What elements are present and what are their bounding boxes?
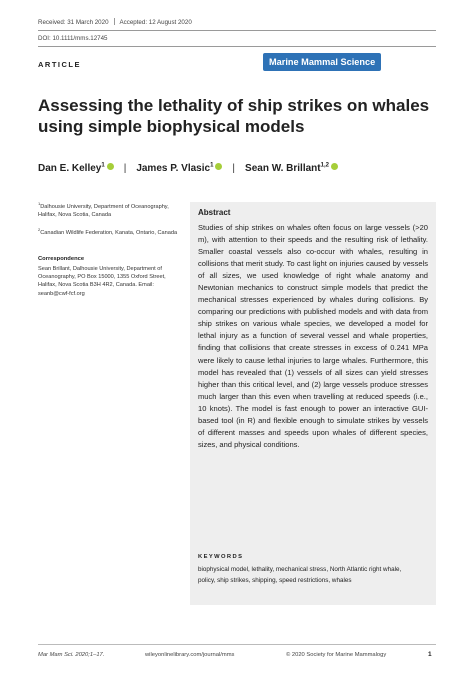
abstract-heading: Abstract (198, 208, 231, 217)
affiliation-2: $^2$Canadian Wildlife Federation, Kanata, Ontario, Canada (38, 227, 178, 236)
orcid-icon[interactable] (107, 163, 114, 170)
article-title: Assessing the lethality of ship strikes on whales using simple biophysical models (38, 96, 430, 136)
affiliation-1: $^1$Dalhousie University, Department of Oceanography, Halifax, Nova Scotia, Canada (38, 201, 169, 219)
correspondence-heading: Correspondence (38, 256, 85, 262)
article-type-label: ARTICLE (38, 60, 81, 69)
received-accepted-line (38, 18, 192, 26)
abstract-text: Studies of ship strikes on whales often focus on large vessels (>20 m), with attention to their speeds and the resulting risk of lethality. Smaller coastal vessels also co-occur with whales, resulting in collisions that merit study. To cast light on injuries caused by vessels of all sizes, we used knowledge of right whale anatomy and Newtonian mechanics to construct simple models that predict the mechanical stresses experienced by whales during collisions. By comparing our predictions with published models and with data from ship strikes on various whale species, we developed a model for lethal injury as a function of several vessel and whale properties, finding that collisions that create stresses in excess of 0.241 MPa were likely to cause lethal injuries to large whales. Furthermore, this model has revealed that (1) vessels of all sizes can yield stresses higher than this critical level, and (2) large vessels produce stresses much larger than this even when travelling at reduced speeds (i.e., 10 knots). The model is fast enough to power an interactive GUI-based tool (in R) and flexible enough to simulate strikes by vessels of different masses and speeds upon whales of different species, sizes, and physical conditions. (198, 223, 428, 449)
journal-url[interactable]: wileyonlinelibrary.com/journal/mms (145, 652, 235, 658)
author-divider: | (232, 163, 236, 175)
copyright-notice: © 2020 Society for Marine Mammalogy (286, 652, 387, 658)
author-2[interactable]: James P. Vlasic$^1$ (136, 163, 222, 174)
header-rule (38, 30, 436, 31)
orcid-icon[interactable] (215, 163, 222, 170)
footer-rule (38, 644, 436, 645)
journal-logo: Marine Mammal Science (263, 53, 381, 71)
page-number: 1 (428, 651, 432, 658)
keywords-heading: KEYWORDS (198, 554, 244, 560)
author-3[interactable]: Sean W. Brillant$^{1,2}$ (245, 163, 338, 174)
received-date: Received: 31 March 2020 (38, 19, 109, 26)
author-divider: | (123, 163, 127, 175)
doi[interactable]: DOI: 10.1111/mms.12745 (38, 35, 108, 42)
author-1[interactable]: Dan E. Kelley$^1$ (38, 163, 114, 174)
abstract-box (190, 202, 436, 605)
author-list (38, 163, 338, 174)
orcid-icon[interactable] (331, 163, 338, 170)
header-separator (114, 18, 115, 25)
keywords-list: biophysical model, lethality, mechanical stress, North Atlantic right whale, policy, ship strikes, shipping, speed restrictions, whales (198, 566, 402, 584)
accepted-date: Accepted: 12 August 2020 (119, 19, 192, 26)
journal-citation: Mar Mam Sci. 2020;1–17. (38, 652, 105, 658)
correspondence-details: Sean Brillant, Dalhousie University, Department of Oceanography, PO Box 15000, 1355 Oxford Street, Halifax, Nova Scotia B3H 4R2, Canada. Email: seanb@cwf-fcf.org (38, 266, 166, 297)
header-rule-2 (38, 46, 436, 47)
